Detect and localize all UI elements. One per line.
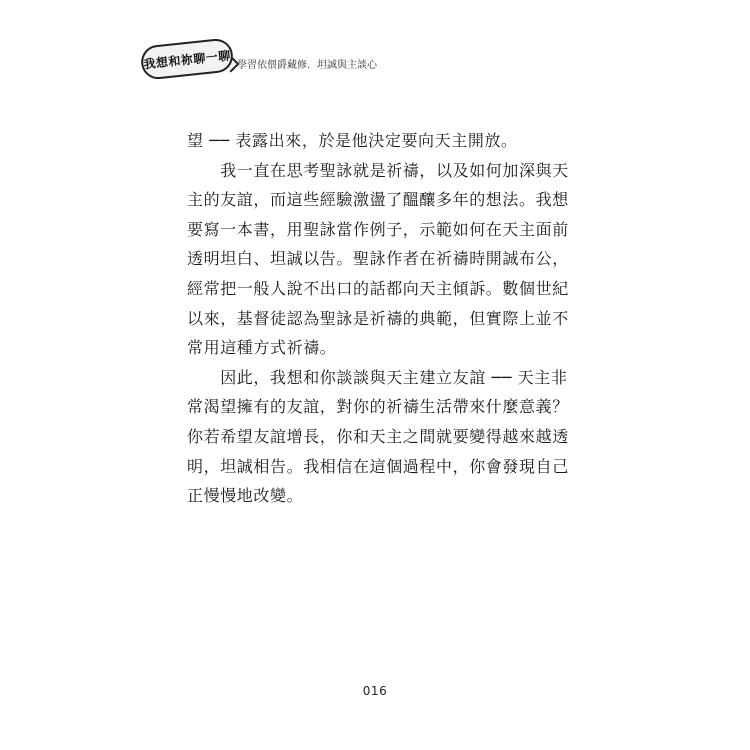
text-line-1: 望 ── 表露出來，於是他決定要向天主開放。	[187, 131, 518, 150]
body-text	[187, 126, 567, 511]
text-line-4: 要寫一本書，用聖詠當作例子，示範如何在天主面前	[187, 219, 569, 239]
text-line-2: 我一直在思考聖詠就是祈禱，以及如何加深與天	[187, 160, 569, 180]
running-header	[141, 42, 621, 82]
chapter-title-bubble	[139, 37, 234, 80]
text-line-6: 經常把一般人說不出口的話都向天主傾訴。數個世紀	[187, 278, 569, 298]
text-line-12: 明，坦誠相告。我相信在這個過程中，你會發現自己	[187, 456, 569, 476]
chapter-title: 我想和祢聊一聊	[142, 47, 232, 72]
text-line-10: 常渴望擁有的友誼，對你的祈禱生活帶來什麼意義？	[187, 397, 569, 417]
text-line-7: 以來，基督徒認為聖詠是祈禱的典範，但實際上並不	[187, 308, 569, 328]
text-line-5: 透明坦白、坦誠以告。聖詠作者在祈禱時開誠布公，	[187, 249, 569, 269]
book-subtitle: 學習依偎爵藏修．坦誠與主談心	[237, 60, 377, 71]
text-line-9: 因此，我想和你談談與天主建立友誼 ── 天主非	[187, 367, 568, 387]
page-number: 016	[362, 684, 388, 698]
text-line-11: 你若希望友誼增長，你和天主之間就要變得越來越透	[187, 426, 569, 446]
text-line-13: 正慢慢地改變。	[187, 486, 304, 506]
text-line-8: 常用這種方式祈禱。	[187, 338, 337, 358]
text-line-3: 主的友誼，而這些經驗激盪了醞釀多年的想法。我想	[187, 190, 569, 210]
